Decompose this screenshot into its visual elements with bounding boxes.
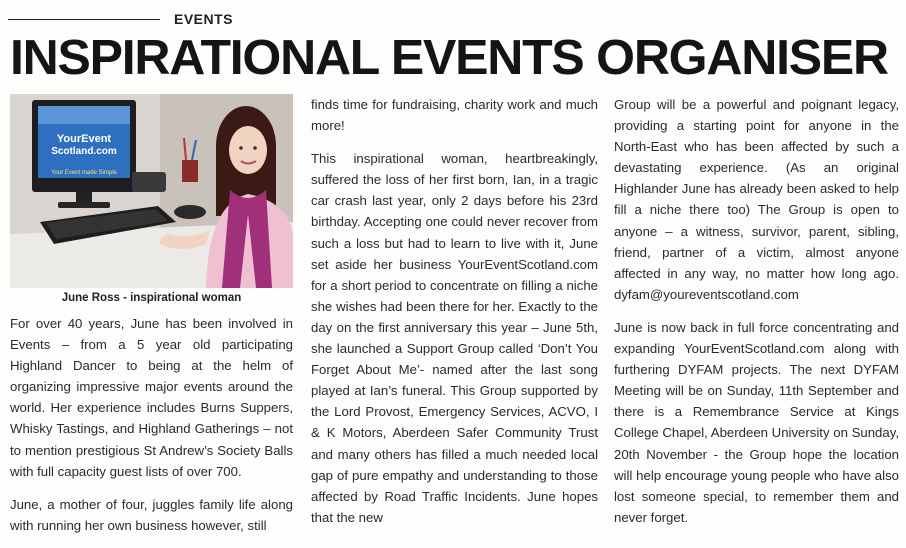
paragraph: June is now back in full force concentrating and expanding YourEventScotland.com along with furthering DYFAM projects. The next DYFAM Meeting will be on Sunday, 11th September and there is a Remembrance Service at Kings College Chapel, Aberdeen University on Sunday, 20th November - the Group hope the location will help encourage young people who have also lost someone special, to remember them and never forget. [614, 319, 899, 525]
woman-face [229, 126, 267, 174]
article-column-3 [614, 94, 899, 540]
paragraph: This inspirational woman, heartbreakingly, suffered the loss of her first born, Ian, in a tragic car crash last year, only 2 days before his 23rd birthday. Accepting one could never recover from such a loss but had to learn to live with it, June set aside her business YourEventScotland.com for a short period to concentrate on filling a niche she wishes had been there for her. Exactly to the day on the first anniversary this year – June 5th, she launched a Support Group called ‘Don’t You Forget About Me’- named after the last song played at Ian’s funeral. This Group supported by the Lord Provost, Emergency Services, ACVO, I & K Motors, Aberdeen Safer Community Trust and many others has filled a much needed local gap of pure empathy and understanding to those affected by Road Traffic Incidents. June hopes that the new [311, 151, 598, 525]
article-column-2 [311, 94, 598, 540]
screen-brand-line2: Scotland.com [51, 146, 117, 157]
headline: INSPIRATIONAL EVENTS ORGANISER [10, 31, 888, 85]
photo-june-ross [10, 94, 293, 288]
photo-caption: June Ross - inspirational woman [61, 292, 242, 304]
photo-illustration [10, 94, 293, 288]
paragraph: finds time for fundraising, charity work and much more! [311, 97, 598, 134]
paragraph: Group will be a powerful and poignant legacy, providing a starting point for anyone in the North-East who has been affected by such a devastating experience. (As an original Highlander June has already been asked to help fill a niche there too) The Group is open to anyone – a witness, survivor, parent, sibling, friend, partner of a victim, almost anyone affected in any way, no matter how long ago. dyfam@youreventscotland.com [614, 97, 899, 302]
paragraph: June, a mother of four, juggles family life along with running her own business however, still [10, 496, 293, 533]
paragraph: For over 40 years, June has been involved in Events – from a 5 year old participating Highland Dancer to being at the helm of organizing impressive major events around the world. Her experience includes Burns Suppers, Whisky Tastings, and Highland Gatherings – not to mention prestigious St Andrew’s Society Balls with full capacity guest lists of over 700. [10, 316, 293, 479]
article-column-1 [10, 313, 293, 548]
phone [132, 172, 166, 192]
section-rule [8, 19, 160, 20]
screen-brand-line1: YourEvent [56, 133, 112, 145]
screen-tagline: Your Event made Simple [51, 170, 117, 176]
section-label: EVENTS [174, 11, 234, 27]
